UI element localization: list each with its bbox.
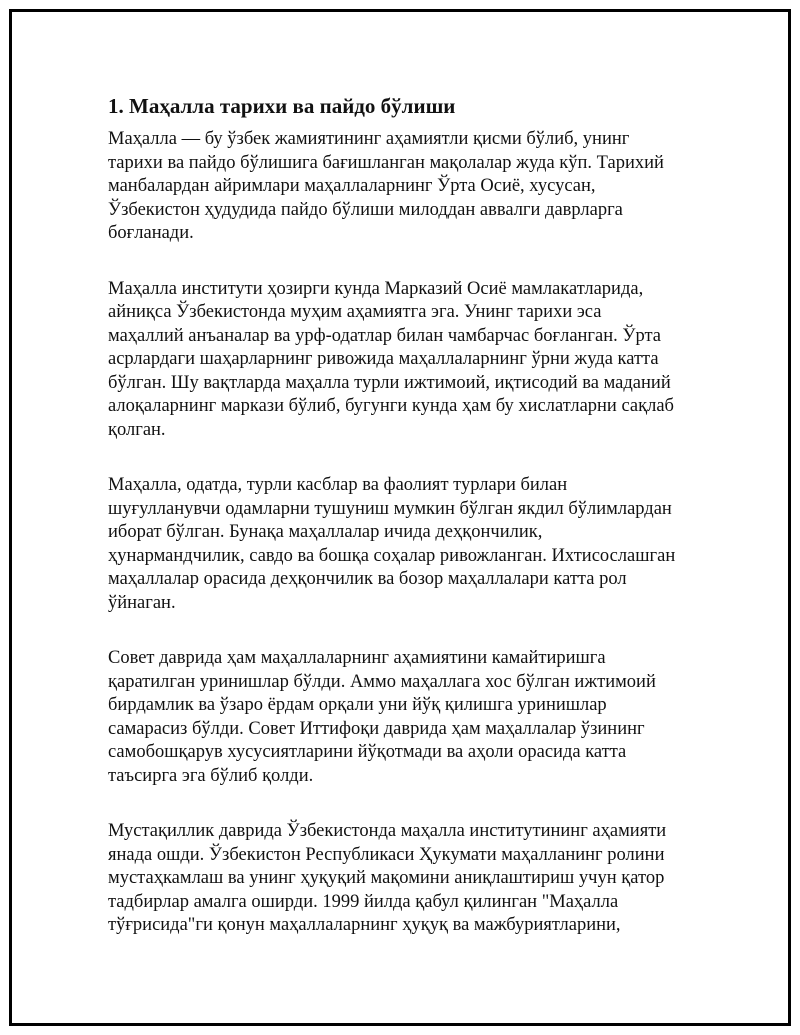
paragraph-line: алоқаларнинг маркази бўлиб, бугунги кунда ҳам бу хислатларни сақлаб — [108, 396, 674, 416]
paragraph-2 — [108, 278, 688, 443]
paragraph-line: айниқса Ўзбекистонда муҳим аҳамиятга эга. Унинг тарихи эса — [108, 302, 602, 322]
section-title: 1. Маҳалла тарихи ва пайдо бўлиши — [108, 94, 456, 118]
paragraph-line: таъсирга эга бўлиб қолди. — [108, 765, 314, 786]
paragraph-line: самобошқарув хусусиятларини йўқотмади ва аҳоли орасида катта — [108, 742, 627, 762]
paragraph-line: тадбирлар амалга оширди. 1999 йилда қабул қилинган "Маҳалла — [108, 891, 619, 912]
paragraph-line: мустаҳкамлаш ва унинг ҳуқуқий мақомини аниқлаштириш учун қатор — [108, 868, 665, 888]
paragraph-line: қолган. — [108, 419, 166, 440]
paragraph-line: қаратилган уринишлар бўлди. Аммо маҳаллага хос бўлган ижтимоий — [108, 671, 656, 692]
paragraph-1 — [108, 128, 688, 246]
paragraph-line: Маҳалла институти ҳозирги кунда Марказий Осиё мамлакатларида, — [108, 278, 644, 299]
document-body — [108, 92, 688, 970]
paragraph-line: ҳунармандчилик, савдо ва бошқа соҳалар ривожланган. Ихтисослашган — [108, 545, 676, 566]
paragraph-line: шуғулланувчи одамларни тушуниш мумкин бўлган якдил бўлимлардан — [108, 498, 672, 519]
paragraph-line: маҳаллий анъаналар ва урф-одатлар билан чамбарчас боғланган. Ўрта — [108, 325, 662, 346]
paragraph-line: бўлган. Шу вақтларда маҳалла турли ижтимоий, иқтисодий ва маданий — [108, 372, 671, 393]
paragraph-line: ўйнаган. — [108, 592, 176, 613]
paragraph-line: Мустақиллик даврида Ўзбекистонда маҳалла институтининг аҳамияти — [108, 821, 667, 841]
paragraph-line: Маҳалла, одатда, турли касблар ва фаолият турлари билан — [108, 475, 568, 495]
paragraph-line: Совет даврида ҳам маҳаллаларнинг аҳамиятини камайтиришга — [108, 648, 606, 668]
paragraph-line: маҳаллалар орасида деҳқончилик ва бозор маҳаллалари катта рол — [108, 569, 627, 589]
paragraph-4 — [108, 647, 688, 788]
paragraph-3 — [108, 474, 688, 615]
paragraph-line: тарихи ва пайдо бўлишига бағишланган мақолалар жуда кўп. Тарихий — [108, 152, 664, 173]
paragraph-line: боғланади. — [108, 223, 194, 243]
paragraph-line: бирдамлик ва ўзаро ёрдам орқали уни йўқ қилишга уринишлар — [108, 695, 607, 715]
paragraph-line: асрлардаги шаҳарларнинг ривожида маҳаллаларнинг ўрни жуда катта — [108, 349, 659, 369]
paragraph-line: манбалардан айримлари маҳаллаларнинг Ўрта Осиё, хусусан, — [108, 176, 596, 196]
paragraph-line: самарасиз бўлди. Совет Иттифоқи даврида ҳам маҳаллалар ўзининг — [108, 718, 645, 739]
paragraph-line: янада ошди. Ўзбекистон Республикаси Ҳукумати маҳалланинг ролини — [108, 844, 665, 865]
paragraph-line: Маҳалла — бу ўзбек жамиятининг аҳамиятли қисми бўлиб, унинг — [108, 129, 630, 149]
paragraph-5 — [108, 820, 688, 938]
paragraph-line: тўғрисида"ги қонун маҳаллаларнинг ҳуқуқ ва мажбуриятларини, — [108, 915, 621, 935]
paragraph-line: иборат бўлган. Бунақа маҳаллалар ичида деҳқончилик, — [108, 522, 543, 542]
paragraph-line: Ўзбекистон ҳудудида пайдо бўлиши милоддан аввалги даврларга — [108, 199, 623, 220]
